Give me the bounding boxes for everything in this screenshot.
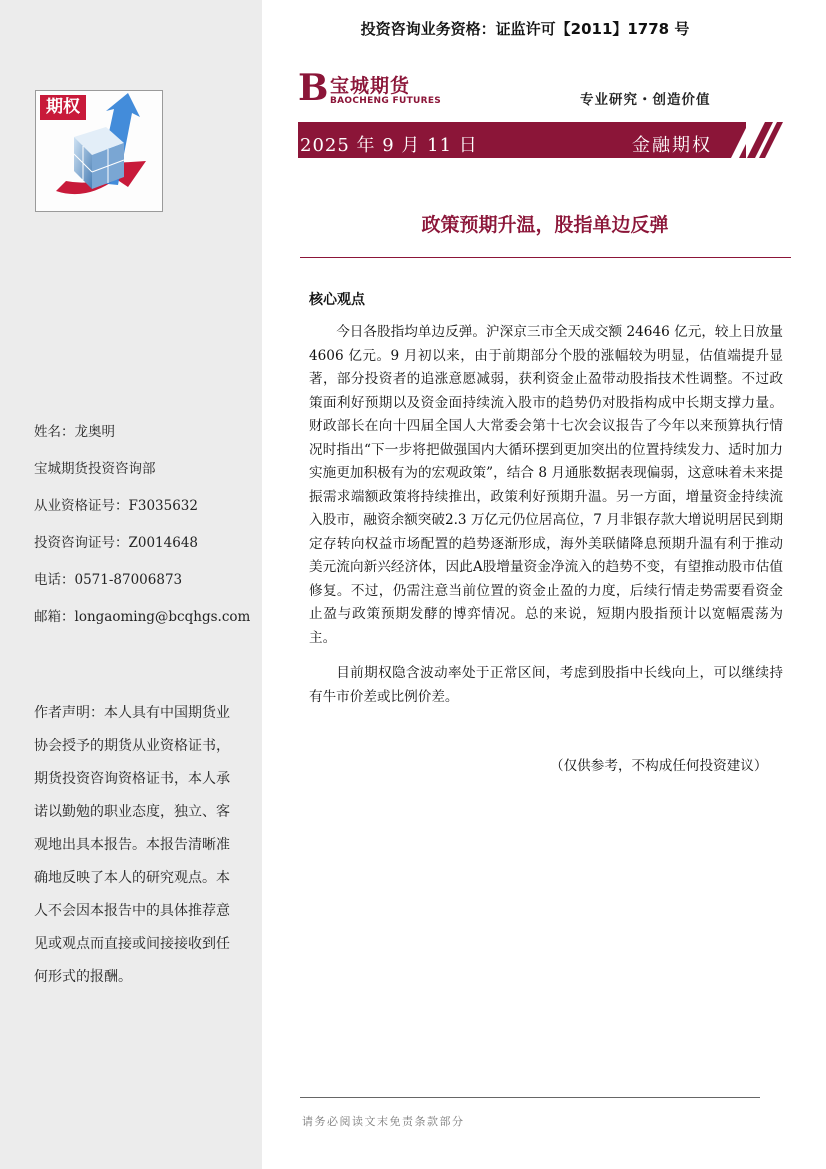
report-category: 金融期权 [632, 135, 712, 156]
author-phone: 电话：0571-87006873 [34, 572, 183, 588]
logo-b-icon: B [298, 67, 329, 109]
footer-note: 请务必阅读文末免责条款部分 [302, 1115, 465, 1128]
body-paragraph: 今日各股指均单边反弹。沪深京三市全天成交额 24646 亿元，较上日放量 4606 亿元。9 月初以来，由于前期部分个股的涨幅较为明显，估值端提升显著，部分投资者的追涨意愿减弱，获利资金止盈带动股指技术性调整。不过政策面利好预期以及资金面持续流入股市的趋势仍对股指构成中长期支撑力量。财政部长在向十四届全国人大常委会第十七次会议报告了今年以来预算执行情况时指出“下一步将把做强国内大循环摆到更加突出的位置持续发力、适时加力实施更加积极有为的宏观政策”，结合 8 月通胀数据表现偏弱，这意味着未来提振需求端额政策将持续推出，政策利好预期升温。另一方面，增量资金持续流入股市，融资余额突破2.3 万亿元仍位居高位，7 月非银存款大增说明居民到期定存转向权益市场配置的趋势逐渐形成，海外美联储降息预期升温有利于推动美元流向新兴经济体，因此A股增量资金净流入的趋势不变，有望推动股市估值修复。不过，仍需注意当前位置的资金止盈的力度，后续行情走势需要看资金止盈与政策预期发酵的博弈情况。总的来说，短期内股指预计以宽幅震荡为主。 [309, 324, 783, 646]
logo-cn: 宝城期货 [330, 75, 411, 97]
report-body [309, 321, 783, 721]
cover-image [35, 90, 163, 212]
report-date: 2025 年 9 月 11 日 [300, 135, 478, 156]
author-name: 姓名：龙奥明 [34, 424, 115, 440]
qualification-line: 投资咨询业务资格：证监许可【2011】1778 号 [360, 20, 690, 38]
company-logo [298, 68, 448, 112]
body-paragraph: 目前期权隐含波动率处于正常区间，考虑到股指中长线向上，可以继续持有牛市价差或比例价差。 [309, 665, 783, 705]
title-divider [300, 257, 791, 258]
author-statement: 作者声明：本人具有中国期货业协会授予的期货从业资格证书，期货投资咨询资格证书，本人承诺以勤勉的职业态度，独立、客观地出具本报告。本报告清晰准确地反映了本人的研究观点。本人不会因本报告中的具体推荐意见或观点而直接或间接接收到任何形式的报酬。 [34, 705, 230, 985]
disclaimer: （仅供参考，不构成任何投资建议） [550, 758, 768, 774]
author-license: 从业资格证号：F3035632 [34, 498, 198, 514]
author-email[interactable]: 邮箱：longaoming@bcqhgs.com [34, 609, 251, 625]
cover-tag: 期权 [40, 95, 86, 120]
author-advisory-license: 投资咨询证号：Z0014648 [34, 535, 199, 551]
report-title: 政策预期升温，股指单边反弹 [421, 214, 669, 236]
section-heading: 核心观点 [309, 292, 365, 308]
logo-en: BAOCHENG FUTURES [330, 96, 442, 106]
author-sidebar [0, 0, 262, 1169]
author-info [34, 423, 251, 645]
band-stripes-icon [715, 122, 785, 158]
author-department: 宝城期货投资咨询部 [34, 461, 156, 477]
footer-divider [300, 1097, 760, 1098]
slogan: 专业研究・创造价值 [580, 92, 711, 108]
